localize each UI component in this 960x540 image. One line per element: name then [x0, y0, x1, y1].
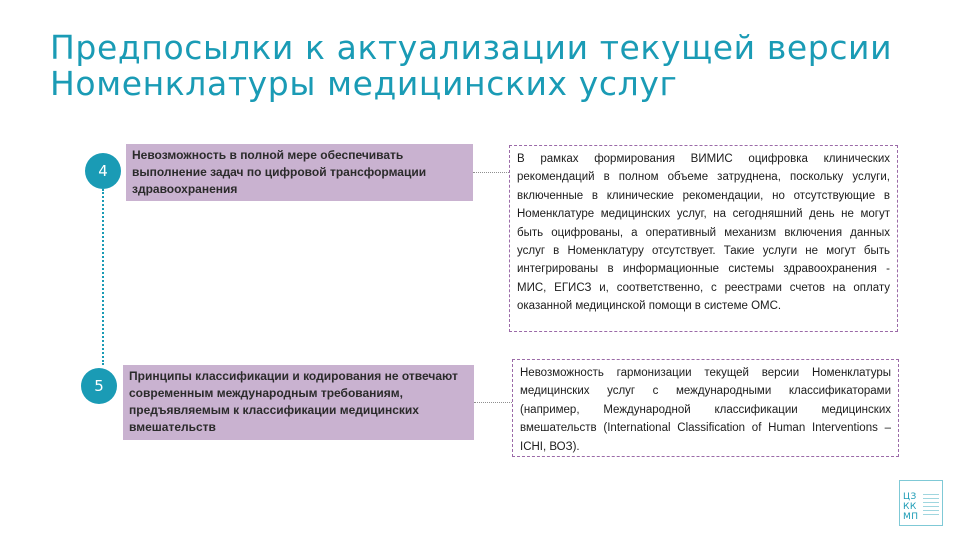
cause-text-5: Принципы классификации и кодирования не отвечают современным международным требованиям, предъявляемым к классификации медицинских вмешательств [129, 369, 458, 434]
step-number-5: 5 [81, 368, 117, 404]
logo-fine-print [923, 494, 939, 518]
cause-text-4: Невозможность в полной мере обеспечивать выполнение задач по цифровой трансформации здравоохранения [132, 148, 427, 196]
cause-box-4 [126, 144, 473, 201]
logo-letters-row: МП [903, 512, 919, 522]
description-text-5: Невозможность гармонизации текущей версии Номенклатуры медицинских услуг с международными классификаторами (например, Международной классификации медицинских вмешательств (International Classification of Human Interventions – ICHI, ВОЗ). [520, 367, 891, 453]
connector-4 [473, 172, 509, 173]
title-line-1: Предпосылки к актуализации текущей версии [50, 28, 893, 67]
step-number-4: 4 [85, 153, 121, 189]
logo-letters [903, 492, 919, 522]
description-box-5 [512, 359, 899, 457]
logo-letters-row: ЦЗ [903, 492, 917, 502]
connector-5 [474, 402, 512, 403]
description-box-4 [509, 145, 898, 332]
timeline-connector [102, 189, 104, 365]
title-line-2: Номенклатуры медицинских услуг [50, 64, 678, 103]
description-text-4: В рамках формирования ВИМИС оцифровка клинических рекомендаций в полном объеме затруднена, поскольку услуги, включенные в клинические рекомендации, но отсутствующие в Номенклатуре медицинских услуг, на сегодняшний день не могут быть оцифрованы, а оперативный механизм включения данных услуг в Номенклатуру отсутствует. Такие услуги не могут быть интегрированы в информационные системы здравоохранения - МИС, ЕГИСЗ и, соответственно, с реестрами счетов на оплату оказанной медицинской помощи в системе ОМС. [517, 153, 890, 313]
page-title [50, 30, 930, 102]
organization-logo [899, 480, 943, 526]
logo-letters-row: КК [903, 502, 917, 512]
cause-box-5 [123, 365, 474, 440]
